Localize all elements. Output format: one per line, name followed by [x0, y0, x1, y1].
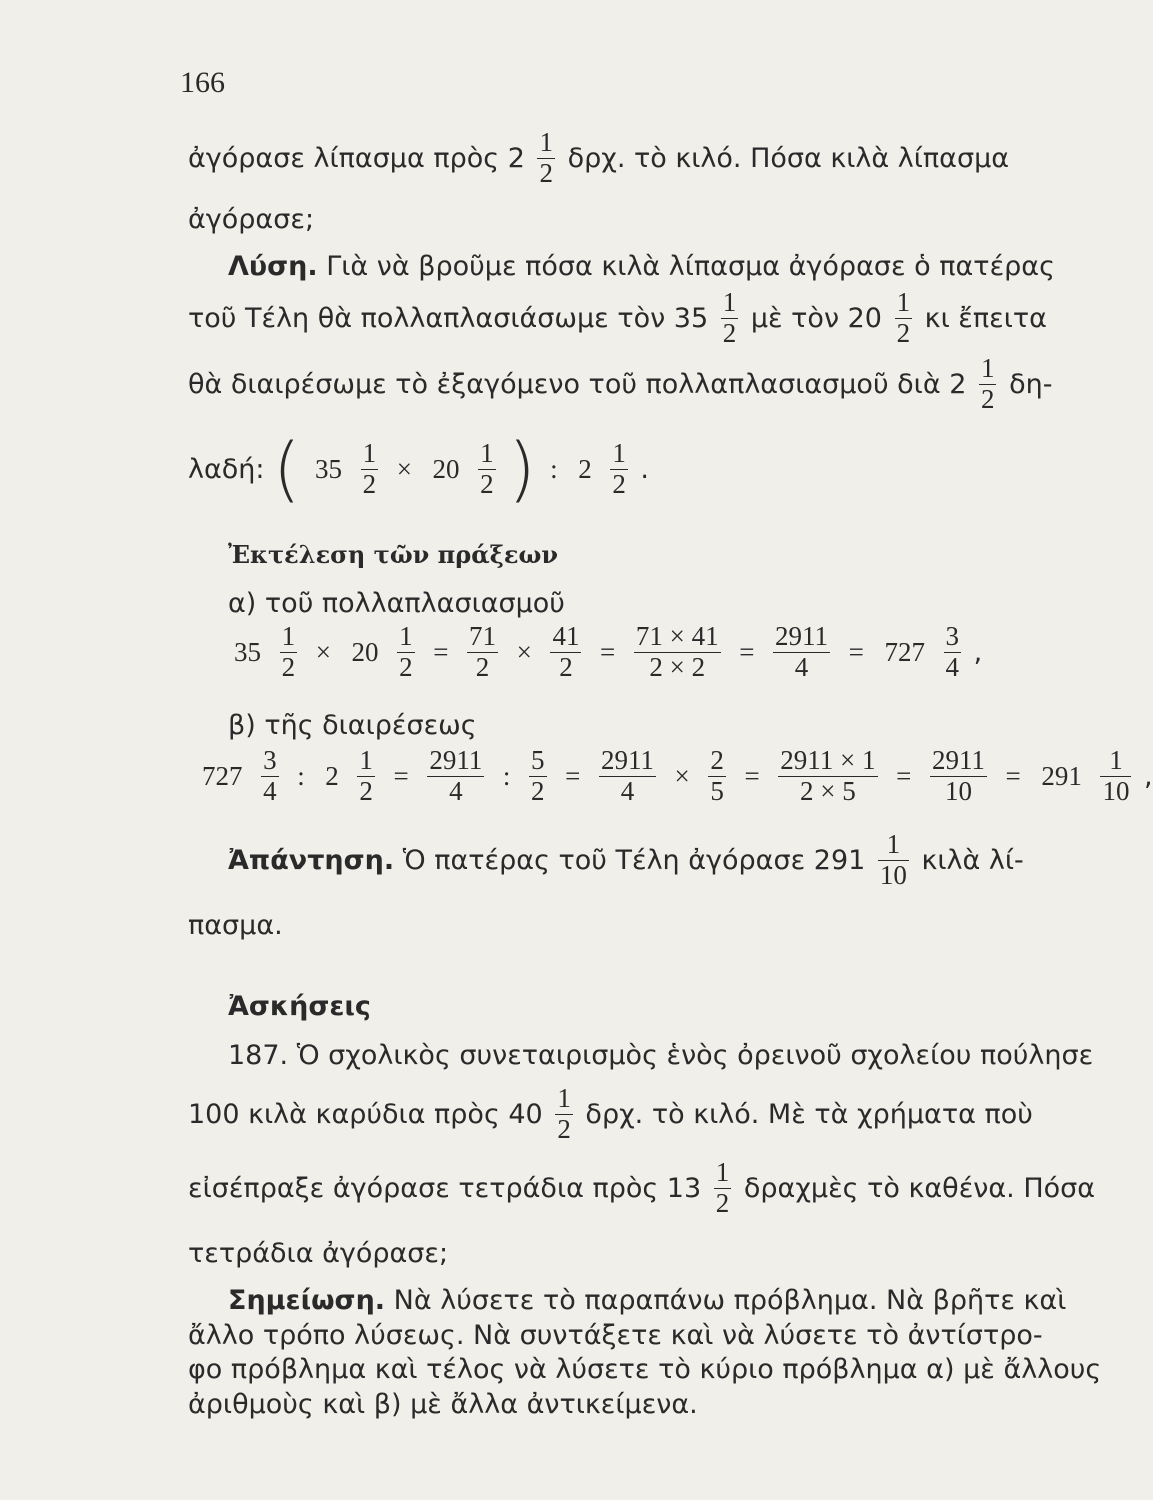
fraction-one-half: $\frac{1}{2}$: [557, 1083, 571, 1144]
fraction-71-2: $\frac{71}{2}$: [469, 621, 497, 682]
fraction-71x41-2x2: $\frac{71 \times 41}{2 \times 2}$: [635, 621, 719, 682]
fraction-one-half: $\frac{1}{2}$: [722, 287, 737, 348]
paren-open: (: [273, 428, 301, 510]
fraction-one-half: $\frac{1}{2}$: [715, 1157, 730, 1218]
fraction-one-half: $\frac{1}{2}$: [480, 437, 494, 499]
exercise-187-line-3: εἰσέπραξε ἀγόρασε τετράδια πρὸς 13 $\frac{1}{2}$ δραχμὲς τὸ καθένα. Πόσα: [188, 1157, 1096, 1218]
fraction-2-5: $\frac{2}{5}$: [710, 745, 724, 806]
execution-a-label: α) τοῦ πολλαπλασιασμοῦ: [228, 588, 565, 619]
solution-expression: λαδή: ( 35 $\frac{1}{2}$ × 20 $\frac{1}{2}$ ) : 2 $\frac{1}{2}$ .: [188, 428, 650, 510]
note-line-2: ἄλλο τρόπο λύσεως. Νὰ συντάξετε καὶ νὰ λύσετε τὸ ἀντίστρο-: [188, 1320, 1043, 1351]
intro-line-1: ἀγόρασε λίπασμα πρὸς 2 $\frac{1}{2}$ δρχ. τὸ κιλό. Πόσα κιλὰ λίπασμα: [188, 127, 1010, 188]
fraction-one-half: $\frac{1}{2}$: [362, 437, 377, 499]
execution-title: Ἐκτέλεση τῶν πράξεων: [228, 540, 558, 569]
answer-label: Ἀπάντηση.: [228, 844, 395, 876]
fraction-one-half: $\frac{1}{2}$: [896, 287, 911, 348]
exercise-187-line-2: 100 κιλὰ καρύδια πρὸς 40 $\frac{1}{2}$ δρχ. τὸ κιλό. Μὲ τὰ χρήματα ποὺ: [188, 1083, 1033, 1144]
fraction-1-10: $\frac{1}{10}$: [879, 829, 907, 890]
answer-line-2: πασμα.: [188, 910, 283, 941]
paren-close: ): [508, 428, 536, 510]
solution-line-1: Λύση. Γιὰ νὰ βροῦμε πόσα κιλὰ λίπασμα ἀγόρασε ὁ πατέρας: [228, 251, 1055, 282]
execution-b-label: β) τῆς διαιρέσεως: [228, 710, 477, 741]
division-equation: 727 $\frac{3}{4}$ : 2 $\frac{1}{2}$ = $\frac{2911}{4}$ : $\frac{5}{2}$ = $\frac{2911}{4}$ × $\frac{2}{5}$ = $\frac{2911 \times 1}{2 \times 5}$ = $\frac{2911}{10}$ = 291 $\frac{1}{10}$ ,: [202, 745, 1153, 806]
fraction-one-half: $\frac{1}{2}$: [539, 127, 553, 188]
fraction-3-4: $\frac{3}{4}$: [945, 621, 960, 682]
fraction-41-2: $\frac{41}{2}$: [552, 621, 580, 682]
fraction-one-half: $\frac{1}{2}$: [399, 621, 413, 682]
intro-line-2: ἀγόρασε;: [188, 204, 315, 235]
fraction-2911-4: $\frac{2911}{4}$: [775, 621, 829, 682]
fraction-one-half: $\frac{1}{2}$: [980, 353, 995, 414]
note-label: Σημείωση.: [228, 1285, 386, 1316]
fraction-2911-4: $\frac{2911}{4}$: [600, 745, 654, 806]
fraction-2911x1-2x5: $\frac{2911 \times 1}{2 \times 5}$: [780, 745, 876, 806]
fraction-2911-10: $\frac{2911}{10}$: [931, 745, 985, 806]
solution-line-3: θὰ διαιρέσωμε τὸ ἐξαγόμενο τοῦ πολλαπλασιασμοῦ διὰ 2 $\frac{1}{2}$ δη-: [188, 353, 1053, 414]
exercise-187-line-4: τετράδια ἀγόρασε;: [188, 1238, 449, 1269]
answer-line-1: Ἀπάντηση. Ὁ πατέρας τοῦ Τέλη ἀγόρασε 291 $\frac{1}{10}$ κιλὰ λί-: [228, 829, 1024, 890]
fraction-5-2: $\frac{5}{2}$: [531, 745, 545, 806]
fraction-1-10: $\frac{1}{10}$: [1102, 745, 1130, 806]
exercises-title: Ἀσκήσεις: [228, 991, 371, 1022]
fraction-one-half: $\frac{1}{2}$: [359, 745, 373, 806]
fraction-one-half: $\frac{1}{2}$: [281, 621, 296, 682]
fraction-3-4: $\frac{3}{4}$: [263, 745, 277, 806]
note-line-3: φο πρόβλημα καὶ τέλος νὰ λύσετε τὸ κύριο πρόβλημα α) μὲ ἄλλους: [188, 1354, 1102, 1385]
multiplication-equation: 35 $\frac{1}{2}$ × 20 $\frac{1}{2}$ = $\frac{71}{2}$ × $\frac{41}{2}$ = $\frac{71 \times 41}{2 \times 2}$ = $\frac{2911}{4}$ = 727 $\frac{3}{4}$ ,: [234, 621, 983, 682]
fraction-2911-4: $\frac{2911}{4}$: [429, 745, 483, 806]
note-line-4: ἀριθμοὺς καὶ β) μὲ ἄλλα ἀντικείμενα.: [188, 1389, 698, 1420]
solution-label: Λύση.: [228, 251, 318, 282]
solution-line-2: τοῦ Τέλη θὰ πολλαπλασιάσωμε τὸν 35 $\frac{1}{2}$ μὲ τὸν 20 $\frac{1}{2}$ κι ἔπειτα: [188, 287, 1047, 348]
page-number: 166: [180, 66, 225, 99]
fraction-one-half: $\frac{1}{2}$: [612, 437, 626, 499]
note-line-1: Σημείωση. Νὰ λύσετε τὸ παραπάνω πρόβλημα. Νὰ βρῆτε καὶ: [228, 1285, 1067, 1316]
exercise-187-line-1: 187. Ὁ σχολικὸς συνεταιρισμὸς ἑνὸς ὀρεινοῦ σχολείου πούλησε: [228, 1040, 1094, 1071]
